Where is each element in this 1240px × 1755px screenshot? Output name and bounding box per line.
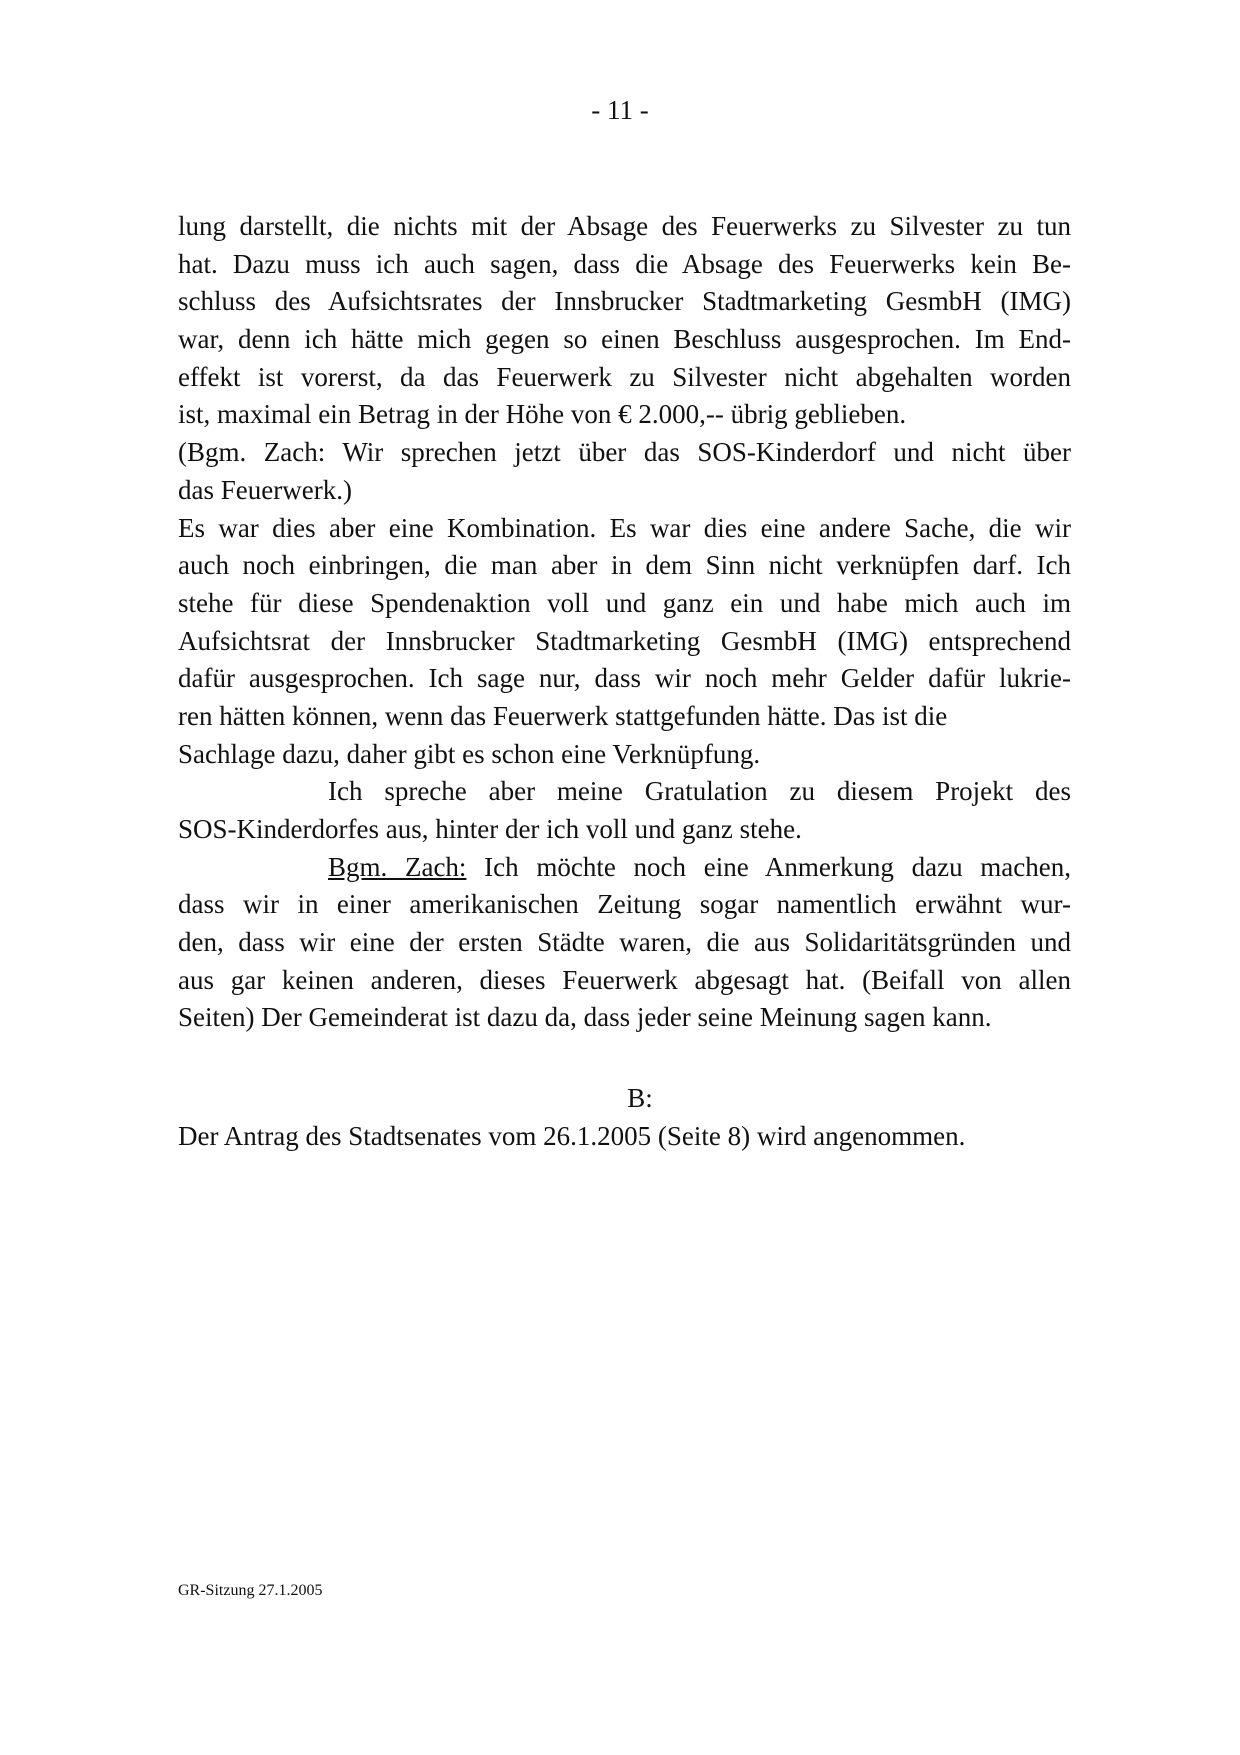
text-line: stehe für diese Spendenaktion voll und ganz ein und habe mich auch im — [178, 587, 1071, 618]
text-line: effekt ist vorerst, da das Feuerwerk zu Silvester nicht abgehalten worden — [178, 361, 1071, 392]
text-line: ren hätten können, wenn das Feuerwerk stattgefunden hätte. Das ist die — [178, 700, 948, 731]
text-line: aus gar keinen anderen, dieses Feuerwerk abgesagt hat. (Beifall von allen — [178, 964, 1071, 995]
text-line: SOS-Kinderdorfes aus, hinter der ich voll und ganz stehe. — [178, 814, 802, 844]
text-line: Ich spreche aber meine Gratulation zu diesem Projekt des — [328, 776, 1071, 807]
page-number: - 11 - — [591, 95, 649, 125]
text-line: lung darstellt, die nichts mit der Absage des Feuerwerks zu Silvester zu tun — [178, 211, 1071, 241]
text-line: Seiten) Der Gemeinderat ist dazu da, dass jeder seine Meinung sagen kann. — [178, 1002, 992, 1033]
speaker-line — [178, 849, 1071, 887]
footer-text: GR-Sitzung 27.1.2005 — [178, 1582, 323, 1599]
text-line: (Bgm. Zach: Wir sprechen jetzt über das SOS-Kinderdorf und nicht über — [178, 437, 1071, 468]
text-line: dafür ausgesprochen. Ich sage nur, dass wir noch mehr Gelder dafür lukrie- — [178, 663, 1071, 694]
text-line: Aufsichtsrat der Innsbrucker Stadtmarketing GesmbH (IMG) entsprechend — [178, 625, 1071, 656]
body-text — [178, 208, 1071, 1037]
text-line: den, dass wir eine der ersten Städte waren, die aus Solidaritätsgründen und — [178, 927, 1071, 958]
speaker-statement: Ich möchte noch eine Anmerkung dazu machen, — [484, 851, 1071, 882]
section-label: B: — [627, 1083, 653, 1113]
text-line: auch noch einbringen, die man aber in dem Sinn nicht verknüpfen darf. Ich — [178, 550, 1071, 581]
text-line: das Feuerwerk.) — [178, 474, 352, 505]
text-line: ist, maximal ein Betrag in der Höhe von € 2.000,-- übrig geblieben. — [178, 399, 907, 430]
text-line: Sachlage dazu, daher gibt es schon eine Verknüpfung. — [178, 738, 761, 769]
resolution-text: Der Antrag des Stadtsenates vom 26.1.2005 (Seite 8) wird angenommen. — [178, 1121, 966, 1151]
text-line: Es war dies aber eine Kombination. Es war dies eine andere Sache, die wir — [178, 512, 1071, 543]
speaker-name: Bgm. Zach: — [328, 851, 467, 882]
text-line: schluss des Aufsichtsrates der Innsbrucker Stadtmarketing GesmbH (IMG) — [178, 286, 1071, 317]
text-line: hat. Dazu muss ich auch sagen, dass die Absage des Feuerwerks kein Be- — [178, 248, 1071, 279]
text-line: war, denn ich hätte mich gegen so einen Beschluss ausgesprochen. Im End- — [178, 324, 1071, 355]
text-line: dass wir in einer amerikanischen Zeitung sogar namentlich erwähnt wur- — [178, 889, 1071, 920]
